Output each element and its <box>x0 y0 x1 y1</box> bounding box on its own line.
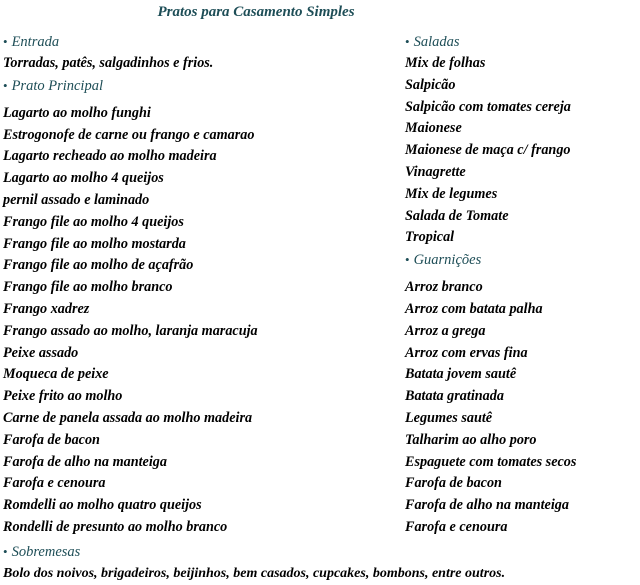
menu-item: Farofa e cenoura <box>3 475 106 492</box>
menu-item: Salpicão com tomates cereja <box>405 98 571 115</box>
guarnicoes-list <box>405 277 637 539</box>
section-heading-label: Entrada <box>11 34 60 50</box>
left-column <box>3 31 403 539</box>
menu-item: Torradas, patês, salgadinhos e frios. <box>3 55 214 71</box>
menu-item: Mix de folhas <box>405 55 486 71</box>
section-heading-label: Guarnições <box>413 252 482 269</box>
section-heading-label: Prato Principal <box>11 77 103 94</box>
menu-item: Lagarto ao molho funghi <box>3 104 151 121</box>
menu-item: Maionese de maça c/ frango <box>405 142 571 159</box>
menu-item: Arroz com batata palha <box>405 300 543 317</box>
menu-item: Frango xadrez <box>3 300 90 317</box>
menu-item: Mix de legumes <box>405 185 498 202</box>
menu-item: Salpicão <box>405 76 456 93</box>
menu-item: Maionese <box>405 120 462 137</box>
menu-item: Espaguete com tomates secos <box>405 453 577 470</box>
menu-item: Frango assado ao molho, laranja maracuja <box>3 322 258 339</box>
menu-item: Legumes sautê <box>405 409 493 426</box>
bullet-icon: • <box>3 544 8 559</box>
menu-item: Batata jovem sautê <box>405 366 517 383</box>
bullet-icon: • <box>3 77 8 93</box>
menu-item: Vinagrette <box>405 163 466 180</box>
menu-item: Lagarto ao molho 4 queijos <box>3 170 164 187</box>
menu-item: Frango file ao molho 4 queijos <box>3 213 184 230</box>
menu-item: Talharim ao alho poro <box>405 431 537 448</box>
section-heading-entrada <box>3 31 403 53</box>
menu-item: Farofa de bacon <box>405 475 502 492</box>
menu-item: Frango file ao molho branco <box>3 279 173 296</box>
section-heading-saladas <box>405 31 637 53</box>
right-column <box>405 31 637 539</box>
menu-item: Estrogonofe de carne ou frango e camarao <box>3 126 255 143</box>
menu-item: Farofa e cenoura <box>405 518 508 535</box>
section-heading-label: Saladas <box>413 34 460 50</box>
saladas-list <box>405 53 637 249</box>
sobremesas-section <box>3 541 637 585</box>
bullet-icon: • <box>405 252 410 268</box>
page-title: Pratos para Casamento Simples <box>157 4 355 20</box>
menu-item: Tropical <box>405 229 455 246</box>
menu-item: Peixe frito ao molho <box>3 388 123 405</box>
menu-item: Carne de panela assada ao molho madeira <box>3 409 253 426</box>
section-heading-guarnicoes <box>405 249 637 271</box>
menu-item: Salada de Tomate <box>405 207 509 224</box>
menu-item: Rondelli de presunto ao molho branco <box>3 518 228 535</box>
section-heading-sobremesas <box>3 541 637 563</box>
menu-item: Farofa de alho na manteiga <box>405 497 569 514</box>
menu-item: Arroz branco <box>405 279 483 296</box>
menu-item: Batata gratinada <box>405 388 504 405</box>
menu-item: pernil assado e laminado <box>3 191 150 208</box>
menu-item: Farofa de bacon <box>3 431 100 448</box>
menu-item: Romdelli ao molho quatro queijos <box>3 497 202 514</box>
menu-item: Frango file ao molho de açafrão <box>3 257 194 274</box>
bullet-icon: • <box>3 34 8 49</box>
bullet-icon: • <box>405 34 410 49</box>
menu-item: Farofa de alho na manteiga <box>3 453 167 470</box>
menu-item: Lagarto recheado ao molho madeira <box>3 148 217 165</box>
sobremesas-text: Bolo dos noivos, brigadeiros, beijinhos, bem casados, cupcakes, bombons, entre outros. <box>3 566 506 581</box>
menu-item: Arroz com ervas fina <box>405 344 528 361</box>
entrada-list <box>3 53 403 75</box>
menu-item: Moqueca de peixe <box>3 366 109 383</box>
section-heading-label: Sobremesas <box>11 544 81 560</box>
section-heading-prato-principal <box>3 75 403 97</box>
menu-item: Peixe assado <box>3 344 79 361</box>
menu-item: Frango file ao molho mostarda <box>3 235 186 252</box>
menu-item: Arroz a grega <box>405 322 486 339</box>
prato-principal-list <box>3 103 403 539</box>
